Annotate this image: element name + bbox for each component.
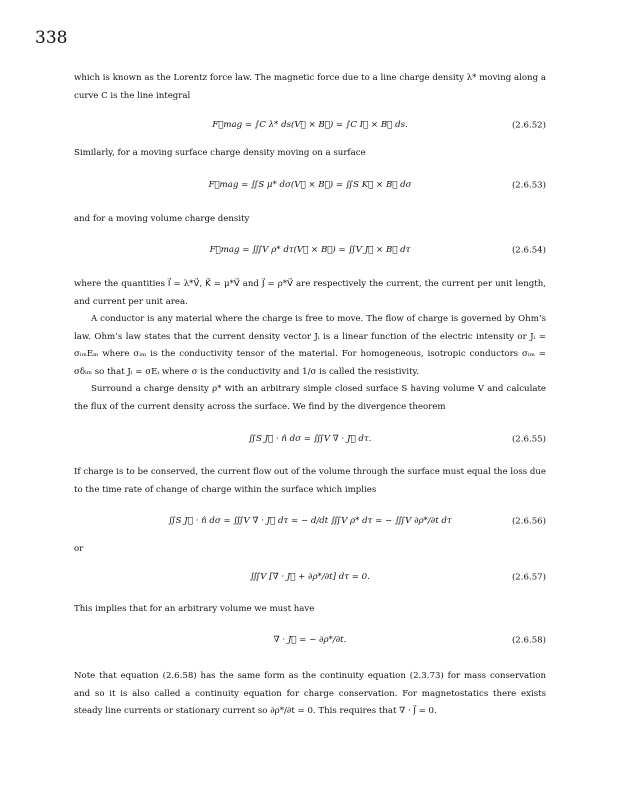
equation-body: F⃗mag = ∬S μ* dσ(V⃗ × B⃗) = ∬S K⃗ × B⃗ dσ xyxy=(208,179,412,190)
paragraph-volume-charge: and for a moving volume charge density xyxy=(74,213,250,224)
equation-2-6-56 xyxy=(74,503,546,541)
paragraph-surface-charge: Similarly, for a moving surface charge density moving on a surface xyxy=(74,148,366,158)
equation-body: F⃗mag = ∭V ρ* dτ(V⃗ × B⃗) = ∬V J⃗ × B⃗ dτ xyxy=(209,245,411,256)
equation-2-6-58 xyxy=(74,622,546,660)
equation-number: (2.6.54) xyxy=(511,245,546,256)
equation-2-6-54 xyxy=(74,232,546,270)
equation-body: ∬S J⃗ · n̂ dσ = ∭V ∇ · J⃗ dτ. xyxy=(248,434,372,445)
or-row xyxy=(74,541,546,559)
page-number: 338 xyxy=(35,28,68,48)
paragraph-continuity-note: Note that equation (2.6.58) has the same form as the continuity equation (2.3.73) for mass conservation and so it is also called a continuity equation for charge conservation. For magnetostatics there exists steady line currents or stationary current so ∂ρ*/∂t = 0. This requires that ∇ · J⃗ = 0. xyxy=(74,671,546,716)
equation-number: (2.6.56) xyxy=(511,516,546,527)
page-body xyxy=(74,70,546,721)
equation-body: ∬S J⃗ · n̂ dσ = ∭V ∇ · J⃗ dτ = − d/dt ∭V ρ* dτ = − ∭V ∂ρ*/∂t dτ xyxy=(168,516,452,527)
paragraph-ohms-law: A conductor is any material where the charge is free to move. The flow of charge is governed by Ohm’s law. Ohm’s law states that the current density vector Jᵢ is a linear function of the electric intensity or Jᵢ = σᵢₘEₘ where σᵢₘ is the conductivity tensor of the material. For homogeneous, isotropic conductors σᵢₘ = σδᵢₘ so that Jᵢ = σEᵢ where σ is the conductivity and 1/σ is called the resistivity. xyxy=(74,314,546,377)
equation-2-6-52 xyxy=(74,109,546,143)
equation-2-6-57 xyxy=(74,559,546,597)
equation-number: (2.6.58) xyxy=(511,635,546,646)
or-text: or xyxy=(74,544,84,554)
paragraph-conservation: If charge is to be conserved, the current flow out of the volume through the surface must equal the loss due to the time rate of change of charge within the surface which implies xyxy=(74,467,546,495)
equation-2-6-55 xyxy=(74,422,546,458)
paragraph-lorentz: which is known as the Lorentz force law. The magnetic force due to a line charge density λ* moving along a curve C is the line integral xyxy=(74,73,546,101)
equation-number: (2.6.52) xyxy=(511,120,546,131)
paragraph-arbitrary-volume: This implies that for an arbitrary volume we must have xyxy=(74,603,315,614)
paragraph-divergence: Surround a charge density ρ* with an arbitrary simple closed surface S having volume V and calculate the flux of the current density across the surface. We find by the divergence theorem xyxy=(74,384,546,412)
equation-number: (2.6.53) xyxy=(511,179,546,190)
equation-number: (2.6.57) xyxy=(511,571,546,582)
equation-body: F⃗mag = ∫C λ* ds(V⃗ × B⃗) = ∫C I⃗ × B⃗ ds. xyxy=(212,120,408,131)
equation-body: ∭V [∇ · J⃗ + ∂ρ*/∂t] dτ = 0. xyxy=(250,571,370,582)
equation-number: (2.6.55) xyxy=(511,434,546,445)
equation-body: ∇ · J⃗ = − ∂ρ*/∂t. xyxy=(273,635,347,646)
equation-2-6-53 xyxy=(74,167,546,205)
paragraph-quantities: where the quantities I⃗ = λ*V⃗, K⃗ = μ*V⃗ and J⃗ = ρ*V⃗ are respectively the current, the current per unit length, and current per unit area. xyxy=(74,279,546,307)
